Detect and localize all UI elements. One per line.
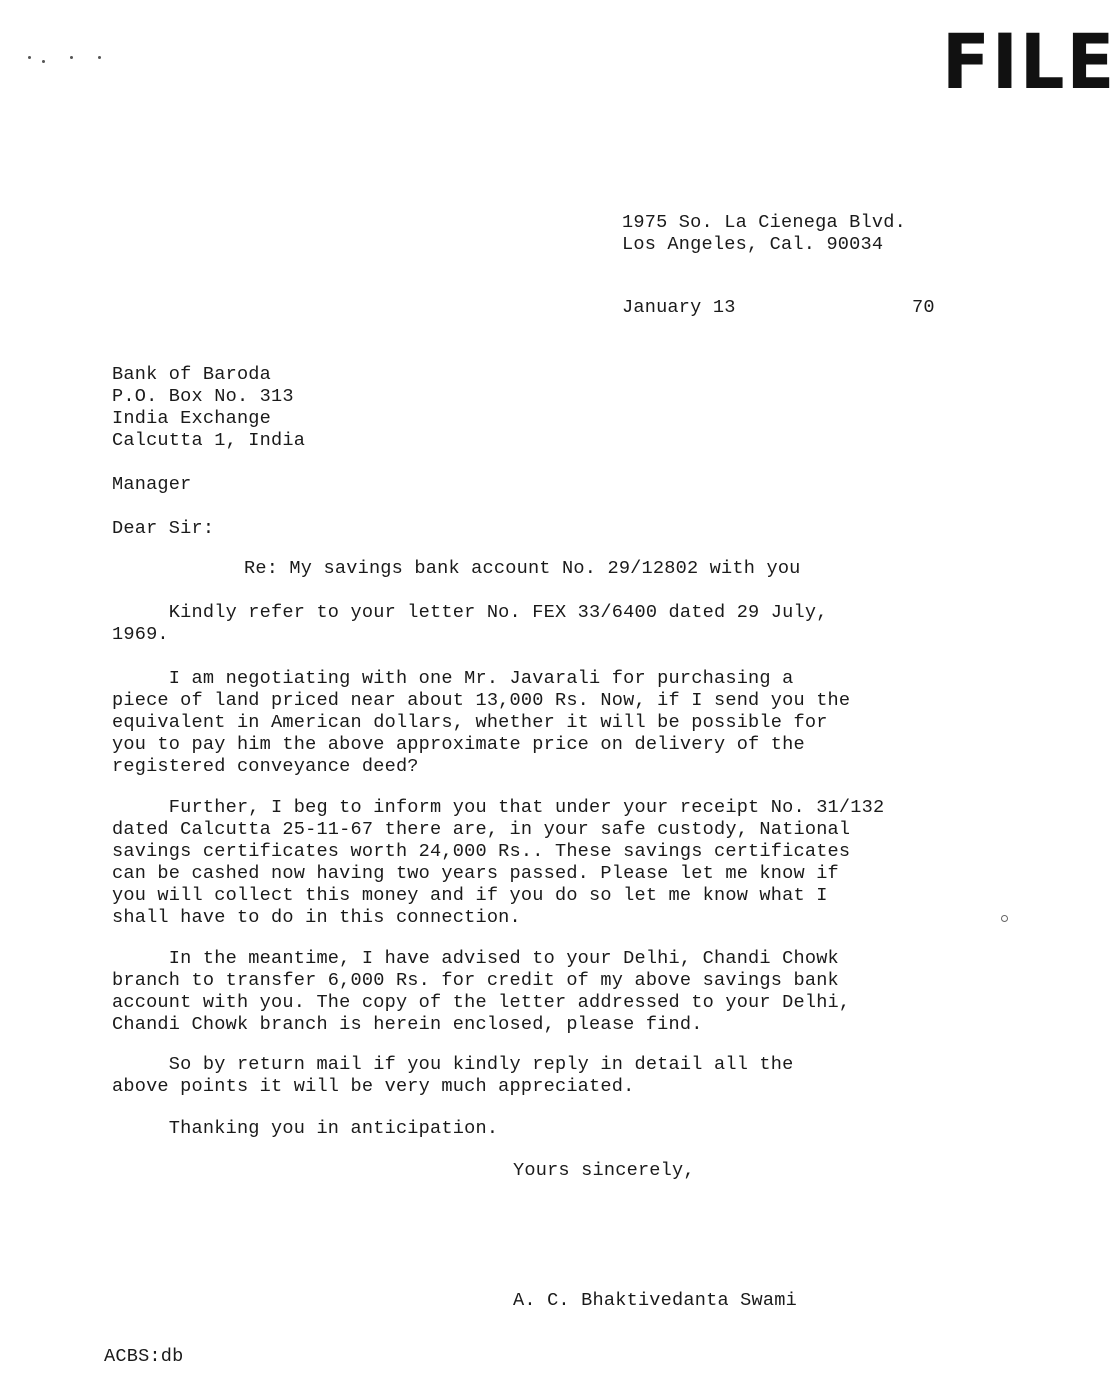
signature-name: A. C. Bhaktivedanta Swami [513, 1290, 797, 1311]
body-line: Chandi Chowk branch is herein enclosed, please find. [112, 1014, 703, 1035]
body-line: 1969. [112, 624, 169, 645]
body-line: In the meantime, I have advised to your Delhi, Chandi Chowk [112, 948, 839, 969]
attention-line: Manager [112, 474, 192, 495]
body-line: registered conveyance deed? [112, 756, 419, 777]
body-line: Thanking you in anticipation. [112, 1118, 499, 1139]
sender-address-line-2: Los Angeles, Cal. 90034 [622, 234, 884, 255]
letter-year: 70 [912, 297, 935, 318]
body-line: branch to transfer 6,000 Rs. for credit of my above savings bank [112, 970, 839, 991]
recipient-line-1: Bank of Baroda [112, 364, 272, 385]
body-line: savings certificates worth 24,000 Rs.. These savings certificates [112, 841, 851, 862]
file-stamp: FILE [942, 18, 1116, 107]
body-line: account with you. The copy of the letter addressed to your Delhi, [112, 992, 851, 1013]
recipient-line-3: India Exchange [112, 408, 272, 429]
body-line: equivalent in American dollars, whether it will be possible for [112, 712, 828, 733]
recipient-line-2: P.O. Box No. 313 [112, 386, 294, 407]
body-line: I am negotiating with one Mr. Javarali for purchasing a [112, 668, 794, 689]
sender-address-line-1: 1975 So. La Cienega Blvd. [622, 212, 906, 233]
body-line: can be cashed now having two years passed. Please let me know if [112, 863, 839, 884]
reference-initials: ACBS:db [104, 1346, 184, 1367]
body-line: Kindly refer to your letter No. FEX 33/6400 dated 29 July, [112, 602, 828, 623]
salutation: Dear Sir: [112, 518, 215, 539]
body-line: So by return mail if you kindly reply in detail all the [112, 1054, 794, 1075]
margin-dot [1001, 915, 1008, 922]
body-line: you will collect this money and if you do so let me know what I [112, 885, 828, 906]
body-line: above points it will be very much appreciated. [112, 1076, 635, 1097]
closing: Yours sincerely, [513, 1160, 695, 1181]
body-line: piece of land priced near about 13,000 Rs. Now, if I send you the [112, 690, 851, 711]
letter-date: January 13 [622, 297, 736, 318]
body-line: shall have to do in this connection. [112, 907, 521, 928]
subject-line: Re: My savings bank account No. 29/12802 with you [244, 558, 801, 579]
body-line: Further, I beg to inform you that under your receipt No. 31/132 [112, 797, 885, 818]
recipient-line-4: Calcutta 1, India [112, 430, 306, 451]
body-line: you to pay him the above approximate price on delivery of the [112, 734, 805, 755]
body-line: dated Calcutta 25-11-67 there are, in your safe custody, National [112, 819, 851, 840]
scan-specks [28, 52, 108, 72]
